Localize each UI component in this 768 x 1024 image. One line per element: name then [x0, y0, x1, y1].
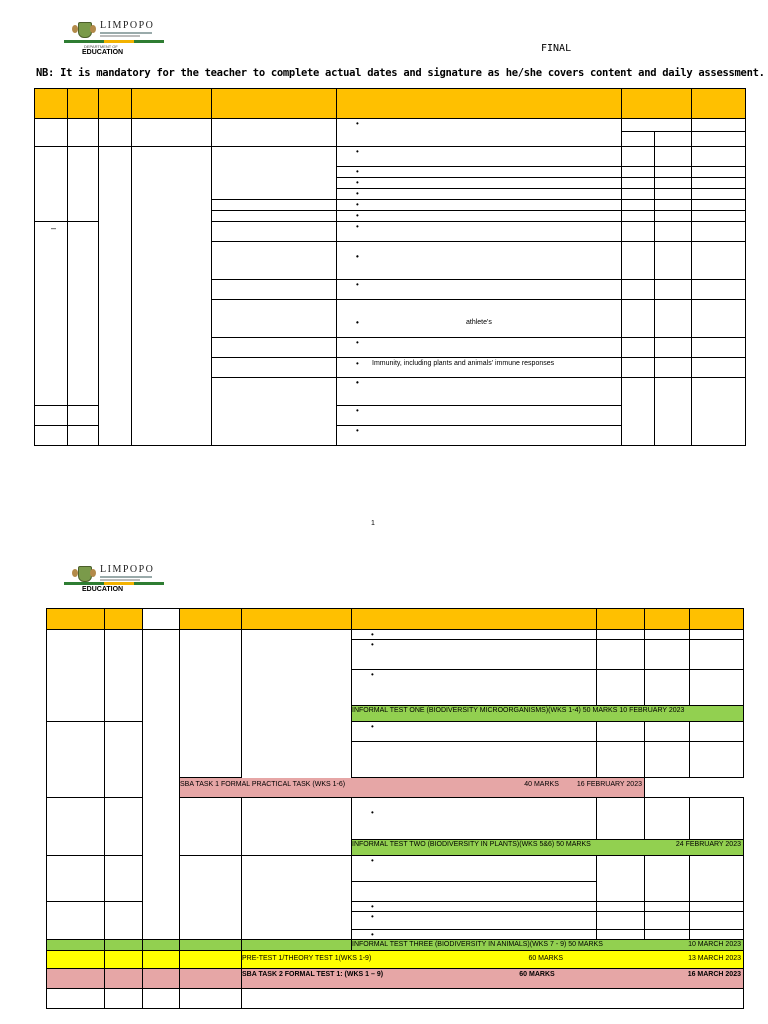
- work-schedule-table-page-1: [34, 88, 746, 446]
- notice-text: It is mandatory for the teacher to complete actual dates and signature as he/she covers content and daily assessment.: [60, 67, 765, 79]
- pre-test-date: 13 MARCH 2023: [688, 955, 741, 962]
- table-row: [35, 147, 746, 167]
- table-header-row: [47, 609, 744, 630]
- coat-of-arms-icon: [72, 20, 96, 40]
- logo-education: EDUCATION: [82, 586, 124, 593]
- notice: [36, 67, 765, 79]
- logo-caption-page-2: [64, 580, 164, 593]
- table-header-row: [35, 89, 746, 119]
- logo-brand: LIMPOPO: [100, 564, 155, 575]
- athlete-text: athlete's: [466, 319, 492, 326]
- immunity-text: Immunity, including plants and animals' immune responses: [372, 360, 555, 367]
- final-label: FINAL: [541, 43, 572, 54]
- sba-task-1-date: 16 FEBRUARY 2023: [576, 781, 642, 788]
- table-row: [47, 989, 744, 1009]
- sba-task-2-date: 16 MARCH 2023: [687, 971, 741, 978]
- informal-test-two-label: INFORMAL TEST TWO (BIODIVERSITY IN PLANTS)(WKS 5&6) 50 MARKS: [352, 841, 591, 848]
- work-schedule-table-page-2: [46, 608, 744, 1009]
- pre-test-marks: 60 MARKS: [528, 955, 564, 962]
- pre-test-row: [47, 951, 744, 969]
- page-number: 1: [371, 520, 375, 527]
- informal-test-two-date: 24 FEBRUARY 2023: [675, 841, 741, 848]
- notice-label: NB:: [36, 67, 55, 79]
- sba-task-2-marks: 60 MARKS: [519, 971, 555, 978]
- dash-mark: –: [51, 223, 57, 233]
- table-row: [35, 119, 746, 132]
- sba-task-1-marks: 40 MARKS: [524, 781, 559, 788]
- table-row: [47, 630, 744, 640]
- informal-test-three-label: INFORMAL TEST THREE (BIODIVERSITY IN ANIMALS)(WKS 7 - 9) 50 MARKS: [352, 941, 603, 948]
- logo-brand: LIMPOPO: [100, 20, 155, 31]
- pre-test-label: PRE-TEST 1/THEORY TEST 1(WKS 1-9): [242, 955, 372, 962]
- sba-task-2-row: [47, 969, 744, 989]
- sba-task-2-label: SBA TASK 2 FORMAL TEST 1: (WKS 1 – 9): [242, 971, 384, 978]
- informal-test-three-row: [47, 940, 744, 951]
- logo-caption: [64, 38, 164, 56]
- logo-department: DEPARTMENT OF: [84, 44, 118, 49]
- limpopo-logo: [72, 20, 154, 40]
- logo-education: EDUCATION: [82, 49, 124, 56]
- sba-task-1-label: SBA TASK 1 FORMAL PRACTICAL TASK (WKS 1-6): [180, 781, 346, 788]
- informal-test-one: INFORMAL TEST ONE (BIODIVERSITY MICROORGANISMS)(WKS 1-4) 50 MARKS 10 FEBRUARY 2023: [352, 707, 685, 714]
- informal-test-three-date: 10 MARCH 2023: [688, 941, 741, 948]
